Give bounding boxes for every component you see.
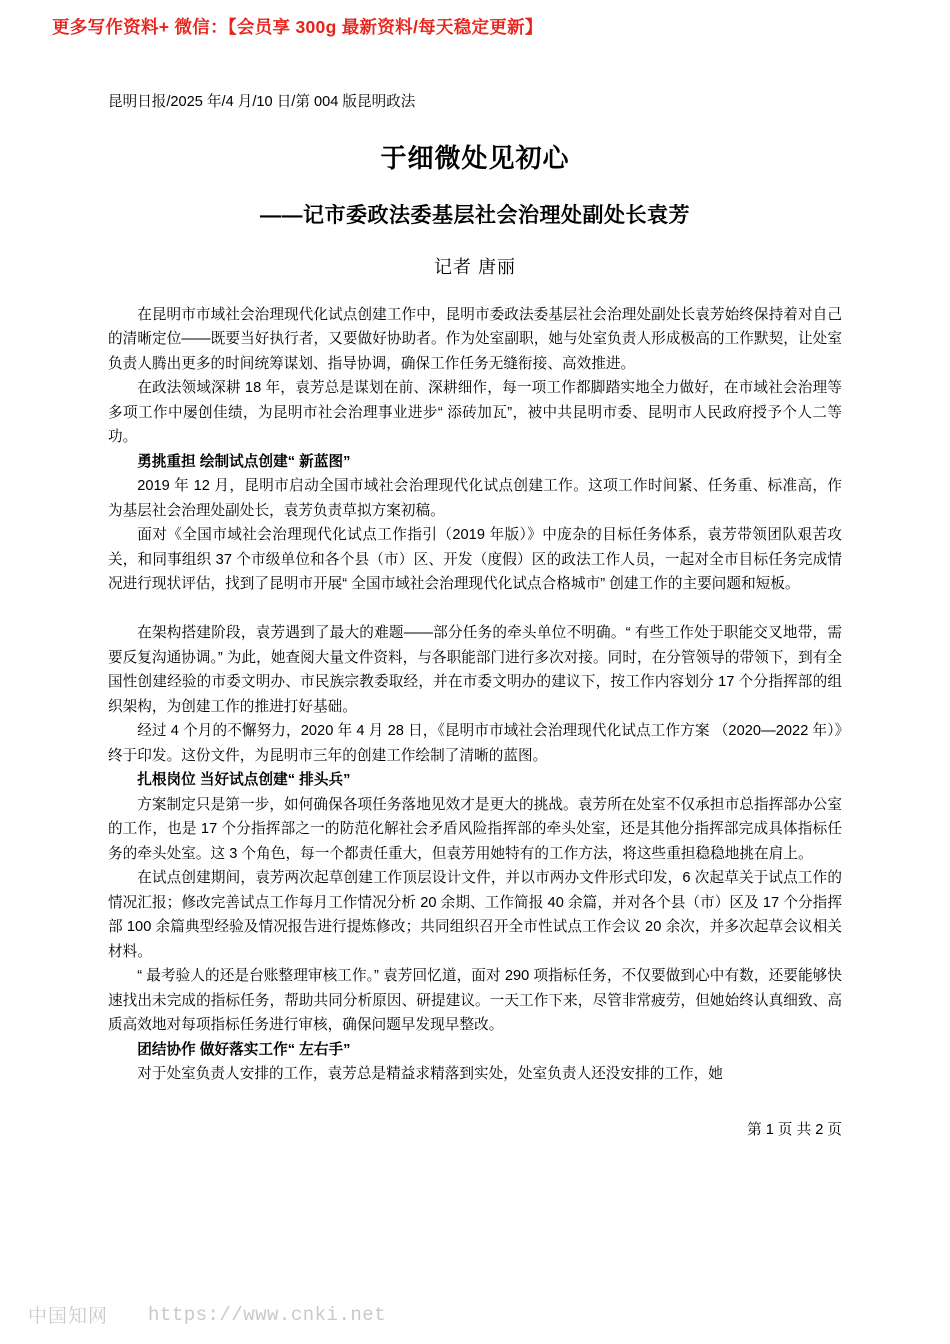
cnki-brand-logo: 中国知网 xyxy=(28,1306,109,1327)
body-paragraph: 对于处室负责人安排的工作，袁芳总是精益求精落到实处，处室负责人还没安排的工作，她 xyxy=(137,1066,723,1082)
body-paragraph: 在政法领域深耕 18 年，袁芳总是谋划在前、深耕细作，每一项工作都脚踏实地全力做好，在市域社会治理等多项工作中屡创佳绩，为昆明市社会治理事业进步“ 添砖加瓦”，被中共昆明市委、昆明市人民政府授予个人二等功。 xyxy=(108,380,842,445)
cnki-url: https://www.cnki.net xyxy=(148,1303,387,1326)
section-heading: 勇挑重担 绘制试点创建“ 新蓝图” xyxy=(137,453,351,470)
article-subtitle: ——记市委政法委基层社会治理处副处长袁芳 xyxy=(260,203,690,227)
article-byline: 记者 唐丽 xyxy=(433,256,516,277)
page-number-indicator: 第 1 页 共 2 页 xyxy=(747,1122,842,1138)
section-heading: 团结协作 做好落实工作“ 左右手” xyxy=(137,1041,351,1058)
body-paragraph: 2019 年 12 月，昆明市启动全国市域社会治理现代化试点创建工作。这项工作时间紧、任务重、标准高，作为基层社会治理处副处长，袁芳负责草拟方案初稿。 xyxy=(108,478,842,519)
cnki-watermark xyxy=(28,1301,386,1328)
body-paragraph: 面对《全国市域社会治理现代化试点工作指引（2019 年版）》中庞杂的目标任务体系，袁芳带领团队艰苦攻关，和同事组织 37 个市级单位和各个县（市）区、开发（度假）区的政法工作人员，一起对全市目标任务完成情况进行现状评估，找到了昆明市开展“ 全国市域社会治理现代化试点合格城市” 创建工作的主要问题和短板。 xyxy=(108,527,842,592)
body-paragraph: 在昆明市市域社会治理现代化试点创建工作中，昆明市委政法委基层社会治理处副处长袁芳始终保持着对自己的清晰定位——既要当好执行者，又要做好协助者。作为处室副职，她与处室负责人形成极高的工作默契，让处室负责人腾出更多的时间统筹谋划、指导协调，确保工作任务无缝衔接、高效推进。 xyxy=(108,306,842,372)
body-paragraph: 在试点创建期间，袁芳两次起草创建工作顶层设计文件，并以市两办文件形式印发，6 次起草关于试点工作的情况汇报；修改完善试点工作每月工作情况分析 20 余期、工作简报 40 余篇，并对各个县（市）区及 17 个分指挥部 100 余篇典型经验及情况报告进行提炼修改；共同组织召开全市性试点工作会议 20 余次，并多次起草会议相关材料。 xyxy=(108,870,842,960)
body-paragraph: 经过 4 个月的不懈努力，2020 年 4 月 28 日，《昆明市市域社会治理现代化试点工作方案 （2020—2022 年）》终于印发。这份文件，为昆明市三年的创建工作绘制了清晰的蓝图。 xyxy=(108,723,842,764)
body-paragraph: 在架构搭建阶段，袁芳遇到了最大的难题——部分任务的牵头单位不明确。“ 有些工作处于职能交叉地带，需要反复沟通协调。” 为此，她查阅大量文件资料，与各职能部门进行多次对接。同时，在分管领导的带领下，到有全国性创建经验的市委文明办、市民族宗教委取经，并在市委文明办的建议下，按工作内容划分 17 个分指挥部的组织架构，为创建工作的推进打好基础。 xyxy=(108,625,842,715)
body-paragraph: 方案制定只是第一步，如何确保各项任务落地见效才是更大的挑战。袁芳所在处室不仅承担市总指挥部办公室的工作，也是 17 个分指挥部之一的防范化解社会矛盾风险指挥部的牵头处室，还是其他分指挥部完成具体指标任务的牵头处室。这 3 个角色，每一个都责任重大，但袁芳用她特有的工作方法，将这些重担稳稳地挑在肩上。 xyxy=(108,796,842,862)
section-heading: 扎根岗位 当好试点创建“ 排头兵” xyxy=(137,772,351,788)
page-title: 于细微处见初心 xyxy=(380,142,570,173)
document-content xyxy=(108,90,842,1087)
body-paragraph: “ 最考验人的还是台账整理审核工作。” 袁芳回忆道，面对 290 项指标任务，不仅要做到心中有数，还要能够快速找出未完成的指标任务，帮助共同分析原因、研提建议。一天工作下来，尽管非常疲劳，但她始终认真细致、高质高效地对每项指标任务进行审核，确保问题早发现早整改。 xyxy=(108,968,842,1033)
promo-banner-text: 更多写作资料+ 微信：【会员享 300g 最新资料/每天稳定更新】 xyxy=(52,17,543,37)
newspaper-masthead: 昆明日报/2025 年/4 月/10 日/第 004 版昆明政法 xyxy=(108,94,416,110)
article-body xyxy=(108,303,842,1087)
